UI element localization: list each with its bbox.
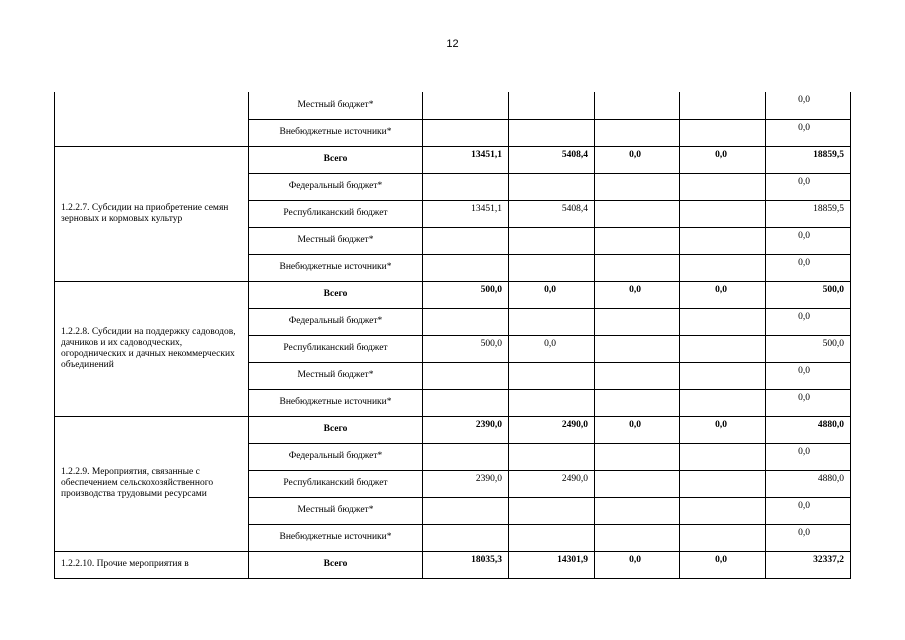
source-cell: Внебюджетные источники*: [249, 389, 423, 416]
value-cell: [595, 389, 680, 416]
value-cell: [680, 119, 766, 146]
value-cell: [423, 524, 509, 551]
source-cell: Внебюджетные источники*: [249, 254, 423, 281]
total-cell: 0,0: [766, 119, 851, 146]
value-cell: [509, 362, 595, 389]
value-cell: [595, 497, 680, 524]
source-cell: Республиканский бюджет: [249, 470, 423, 497]
budget-table-body: [55, 92, 851, 578]
total-cell: 0,0: [766, 254, 851, 281]
value-cell: [595, 173, 680, 200]
value-cell: [509, 497, 595, 524]
value-cell: 13451,1: [423, 146, 509, 173]
value-cell: [680, 335, 766, 362]
value-cell: [423, 443, 509, 470]
budget-table: [54, 92, 851, 579]
value-cell: [680, 497, 766, 524]
value-cell: [423, 389, 509, 416]
measure-cell: 1.2.2.9. Мероприятия, связанные с обеспечением сельскохозяйственного производства трудовыми ресурсами: [55, 416, 249, 551]
total-cell: 18859,5: [766, 146, 851, 173]
source-cell: Республиканский бюджет: [249, 335, 423, 362]
total-cell: 4880,0: [766, 470, 851, 497]
value-cell: [680, 524, 766, 551]
value-cell: [680, 308, 766, 335]
value-cell: 2390,0: [423, 470, 509, 497]
value-cell: 2390,0: [423, 416, 509, 443]
value-cell: [680, 200, 766, 227]
value-cell: 0,0: [595, 416, 680, 443]
value-cell: 5408,4: [509, 146, 595, 173]
value-cell: 0,0: [595, 146, 680, 173]
value-cell: [423, 254, 509, 281]
value-cell: 5408,4: [509, 200, 595, 227]
total-cell: 4880,0: [766, 416, 851, 443]
value-cell: 0,0: [680, 146, 766, 173]
source-cell: Всего: [249, 551, 423, 578]
source-cell: Местный бюджет*: [249, 92, 423, 119]
total-cell: 0,0: [766, 443, 851, 470]
source-cell: Всего: [249, 416, 423, 443]
table-row: [55, 551, 851, 578]
table-row: [55, 416, 851, 443]
value-cell: [595, 92, 680, 119]
table-row: [55, 281, 851, 308]
value-cell: [595, 524, 680, 551]
value-cell: 0,0: [509, 281, 595, 308]
total-cell: 0,0: [766, 92, 851, 119]
value-cell: 0,0: [680, 281, 766, 308]
total-cell: 32337,2: [766, 551, 851, 578]
page-number: 12: [446, 38, 459, 50]
value-cell: [423, 119, 509, 146]
value-cell: 2490,0: [509, 416, 595, 443]
value-cell: [509, 308, 595, 335]
value-cell: [595, 254, 680, 281]
value-cell: [423, 227, 509, 254]
value-cell: 13451,1: [423, 200, 509, 227]
table-row: [55, 146, 851, 173]
value-cell: [680, 254, 766, 281]
value-cell: [509, 389, 595, 416]
value-cell: 0,0: [595, 551, 680, 578]
value-cell: [595, 362, 680, 389]
source-cell: Внебюджетные источники*: [249, 119, 423, 146]
source-cell: Всего: [249, 281, 423, 308]
source-cell: Республиканский бюджет: [249, 200, 423, 227]
value-cell: [423, 497, 509, 524]
value-cell: [680, 443, 766, 470]
value-cell: [680, 389, 766, 416]
value-cell: [595, 308, 680, 335]
value-cell: [680, 362, 766, 389]
total-cell: 500,0: [766, 281, 851, 308]
value-cell: [595, 200, 680, 227]
total-cell: 0,0: [766, 227, 851, 254]
value-cell: [509, 524, 595, 551]
value-cell: [595, 227, 680, 254]
source-cell: Федеральный бюджет*: [249, 443, 423, 470]
value-cell: [509, 254, 595, 281]
source-cell: Местный бюджет*: [249, 227, 423, 254]
value-cell: [509, 227, 595, 254]
value-cell: 14301,9: [509, 551, 595, 578]
total-cell: 0,0: [766, 308, 851, 335]
value-cell: [423, 92, 509, 119]
value-cell: [509, 173, 595, 200]
value-cell: [595, 119, 680, 146]
measure-cell: 1.2.2.8. Субсидии на поддержку садоводов, дачников и их садоводческих, огороднических и дачных некоммерческих объединений: [55, 281, 249, 416]
measure-cell: 1.2.2.10. Прочие мероприятия в: [55, 551, 249, 578]
value-cell: [509, 119, 595, 146]
total-cell: 18859,5: [766, 200, 851, 227]
total-cell: 0,0: [766, 389, 851, 416]
source-cell: Местный бюджет*: [249, 497, 423, 524]
value-cell: [509, 92, 595, 119]
table-row: [55, 92, 851, 119]
value-cell: 500,0: [423, 281, 509, 308]
source-cell: Федеральный бюджет*: [249, 308, 423, 335]
value-cell: [680, 470, 766, 497]
source-cell: Внебюджетные источники*: [249, 524, 423, 551]
total-cell: 0,0: [766, 173, 851, 200]
measure-cell: [55, 92, 249, 146]
value-cell: [595, 335, 680, 362]
measure-cell: 1.2.2.7. Субсидии на приобретение семян зерновых и кормовых культур: [55, 146, 249, 281]
value-cell: 500,0: [423, 335, 509, 362]
value-cell: [509, 443, 595, 470]
total-cell: 500,0: [766, 335, 851, 362]
source-cell: Всего: [249, 146, 423, 173]
value-cell: [680, 227, 766, 254]
total-cell: 0,0: [766, 362, 851, 389]
value-cell: 0,0: [680, 416, 766, 443]
value-cell: [423, 362, 509, 389]
value-cell: [680, 92, 766, 119]
value-cell: 0,0: [680, 551, 766, 578]
value-cell: [680, 173, 766, 200]
value-cell: [595, 470, 680, 497]
value-cell: 0,0: [509, 335, 595, 362]
value-cell: 2490,0: [509, 470, 595, 497]
value-cell: 18035,3: [423, 551, 509, 578]
value-cell: 0,0: [595, 281, 680, 308]
source-cell: Местный бюджет*: [249, 362, 423, 389]
source-cell: Федеральный бюджет*: [249, 173, 423, 200]
value-cell: [423, 173, 509, 200]
total-cell: 0,0: [766, 497, 851, 524]
value-cell: [423, 308, 509, 335]
value-cell: [595, 443, 680, 470]
total-cell: 0,0: [766, 524, 851, 551]
